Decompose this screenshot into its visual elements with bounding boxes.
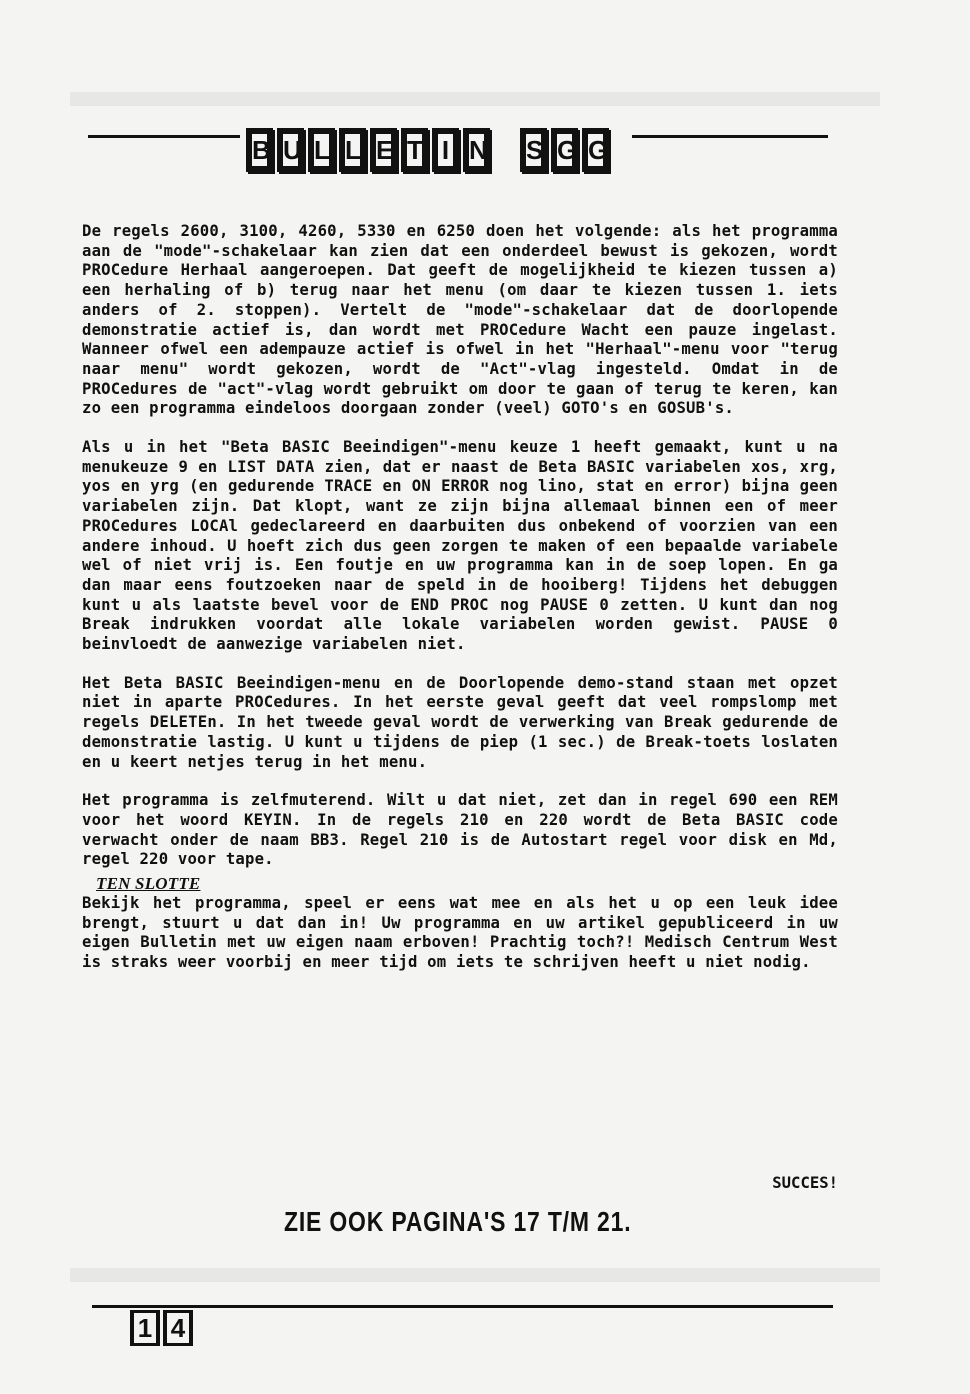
- header-rule-left: [88, 135, 240, 138]
- title-letter-box: E: [370, 128, 397, 172]
- title-letter-box: T: [401, 128, 428, 172]
- closing-paragraph: Bekijk het programma, speel er eens wat mee en als het u op een leuk idee brengt, stuurt u dat dan in! Uw programma en uw artikel gepubliceerd in uw eigen Bulletin met uw eigen naam erboven! Prachtig toch?! Medisch Centrum West is straks weer voorbij en meer tijd om iets te schrijven heeft u niet nodig.: [82, 893, 838, 971]
- page-number-digit: 1: [130, 1310, 160, 1346]
- see-also-note: ZIE OOK PAGINA'S 17 T/M 21.: [284, 1206, 632, 1237]
- section-heading: TEN SLOTTE: [96, 874, 201, 894]
- header-rule-right: [632, 135, 828, 138]
- subtitle-letter-box: S: [520, 128, 547, 172]
- bleed-through-mark: [70, 1268, 880, 1282]
- title-letter-box: B: [246, 128, 273, 172]
- page-number: [130, 1310, 193, 1346]
- bulletin-title: [246, 128, 609, 172]
- paragraph: De regels 2600, 3100, 4260, 5330 en 6250 doen het volgende: als het programma aan de "mode"-schakelaar kan zien dat een onderdeel bewust is gekozen, wordt PROCedure Herhaal aangeroepen. Dat geeft de mogelijkheid te kiezen tussen a) een herhaling of b) terug naar het menu (om daar te kiezen tussen 1. iets anders of 2. stoppen). Vertelt de "mode"-schakelaar dat de doorlopende demonstratie actief is, dan wordt met PROCedure Wacht een pauze ingelast. Wanneer ofwel een adempauze actief is ofwel in het "Herhaal"-menu voor "terug naar menu" wordt gekozen, wordt de "Act"-vlag ingesteld. Omdat in de PROCedures de "act"-vlag wordt gebruikt om door te gaan of terug te keren, kan zo een programma eindeloos doorgaan zonder (veel) GOTO's en GOSUB's.: [82, 222, 838, 418]
- title-letter-box: L: [339, 128, 366, 172]
- paragraph: Het Beta BASIC Beeindigen-menu en de Doorlopende demo-stand staan met opzet niet in aparte PROCedures. In het eerste geval geeft dat veel rompslomp met regels DELETEn. In het tweede geval wordt de verwerking van Break gedurende de demonstratie lastig. U kunt u tijdens de piep (1 sec.) de Break-toets loslaten en u keert netjes terug in het menu.: [82, 673, 838, 771]
- paragraph: Als u in het "Beta BASIC Beeindigen"-menu keuze 1 heeft gemaakt, kunt u na menukeuze 9 en LIST DATA zien, dat er naast de Beta BASIC variabelen xos, xrg, yos en yrg (en gedurende TRACE en ON ERROR nog lino, stat en error) bijna geen variabelen zijn. Dat klopt, want ze zijn bijna allemaal binnen een of meer PROCedures LOCAl gedeclareerd en daarbuiten dus onbekend of voorzien van een andere inhoud. U hoeft zich dus geen zorgen te maken of een bepaalde variabele wel of niet vrij is. Een foutje en uw programma kan in de soep lopen. En ga dan maar eens foutzoeken naar de speld in de hooiberg! Tijdens het debuggen kunt u als laatste bevel voor de END PROC nog PAUSE 0 zetten. U kunt dan nog Break indrukken voordat alle lokale variabelen worden gewist. PAUSE 0 beinvloedt de aanwezige variabelen niet.: [82, 438, 838, 654]
- page-number-digit: 4: [163, 1310, 193, 1346]
- footer-rule: [92, 1305, 833, 1308]
- title-letter-box: I: [432, 128, 459, 172]
- bleed-through-mark: [70, 92, 880, 106]
- subtitle-letter-box: G: [551, 128, 578, 172]
- paragraph: Het programma is zelfmuterend. Wilt u dat niet, zet dan in regel 690 een REM voor het woord KEYIN. In de regels 210 en 220 wordt de Beta BASIC code verwacht onder de naam BB3. Regel 210 is de Autostart regel voor disk en Md, regel 220 voor tape.: [82, 791, 838, 869]
- title-letter-box: N: [463, 128, 490, 172]
- article-body: [82, 222, 838, 992]
- subtitle-letter-box: G: [582, 128, 609, 172]
- signoff: SUCCES!: [772, 1174, 838, 1192]
- title-letter-box: L: [308, 128, 335, 172]
- title-letter-box: U: [277, 128, 304, 172]
